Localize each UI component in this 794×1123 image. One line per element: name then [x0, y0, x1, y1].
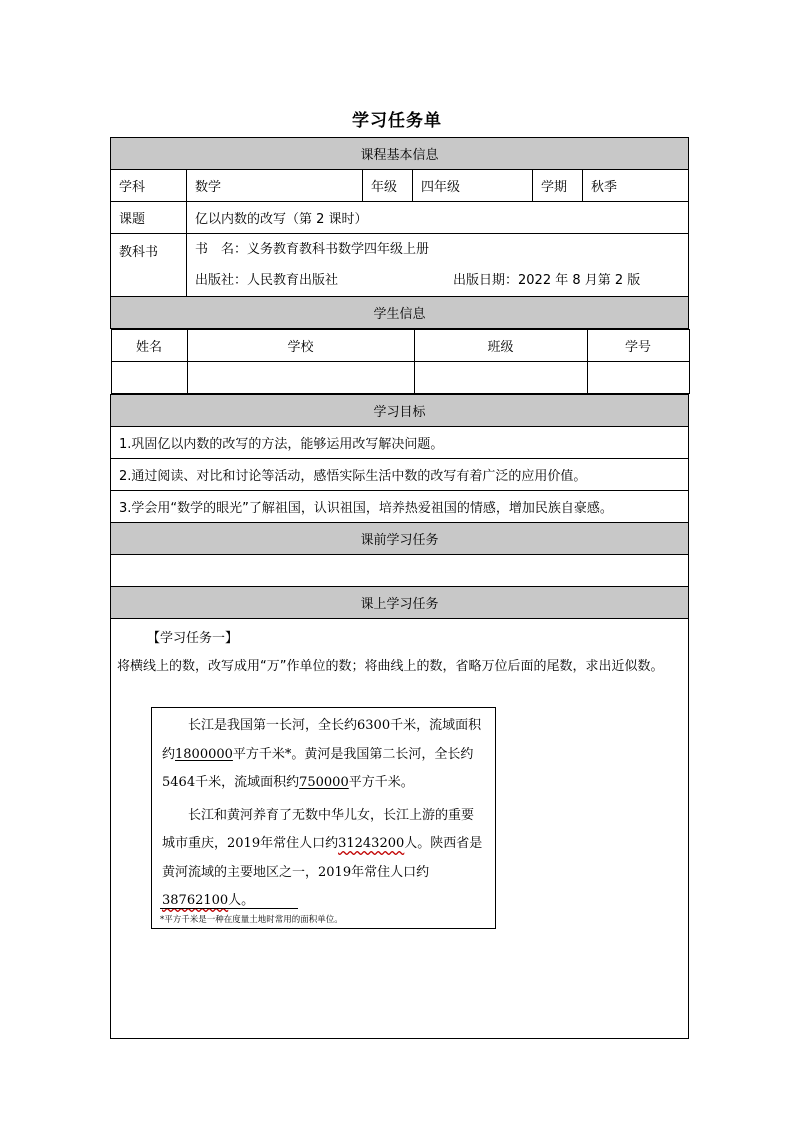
wavy-number-1: 31243200 [338, 836, 405, 851]
textbook-row [111, 234, 689, 297]
publisher: 出版社：人民教育出版社 [195, 273, 339, 288]
grade-label: 年级 [363, 170, 413, 202]
task-1-heading: 【学习任务一】 [147, 631, 239, 646]
publish-date: 出版日期：2022 年 8 月第 2 版 [453, 273, 641, 288]
passage-paragraph-2: 长江和黄河养育了无数中华儿女，长江上游的重要城市重庆，2019年常住人口约31243200人。陕西省是黄河流域的主要地区之一，2019年常住人口约38762100人。 [162, 807, 483, 908]
page-title: 学习任务单 [352, 111, 442, 131]
student-name-header: 姓名 [111, 330, 187, 362]
course-basic-row [111, 170, 689, 202]
wavy-number-2: 38762100 [162, 893, 229, 908]
grade-value: 四年级 [413, 170, 533, 202]
in-class-task-area [111, 619, 689, 1039]
subject-value: 数学 [187, 170, 363, 202]
section-student-info: 学生信息 [111, 297, 689, 329]
student-info-cell [111, 329, 689, 395]
topic-row [111, 202, 689, 234]
term-label: 学期 [533, 170, 583, 202]
goal-item-1: 1.巩固亿以内数的改写的方法，能够运用改写解决问题。 [111, 427, 689, 459]
task-sheet-table [110, 137, 689, 1039]
student-school-header: 学校 [187, 330, 414, 362]
passage-paragraph-1: 长江是我国第一长河，全长约6300千米，流域面积约1800000平方千米*。黄河是我国第二长河，全长约5464千米，流域面积约750000平方千米。 [162, 718, 482, 790]
textbook-name: 书 名：义务教育教科书数学四年级上册 [195, 242, 430, 257]
student-class-field[interactable] [414, 362, 587, 394]
topic-value: 亿以内数的改写（第 2 课时） [187, 202, 689, 234]
section-pre-class-tasks: 课前学习任务 [111, 523, 689, 555]
student-id-field[interactable] [587, 362, 689, 394]
footnote-divider [160, 908, 298, 909]
footnote: *平方千米是一种在度量土地时常用的面积单位。 [160, 915, 343, 925]
subject-label: 学科 [111, 170, 187, 202]
topic-label: 课题 [111, 202, 187, 234]
reading-passage-box [151, 707, 496, 929]
student-id-header: 学号 [587, 330, 689, 362]
pre-class-task-area[interactable] [111, 555, 689, 587]
textbook-info [187, 234, 689, 297]
section-course-info: 课程基本信息 [111, 138, 689, 170]
section-in-class-tasks: 课上学习任务 [111, 587, 689, 619]
underlined-number-2: 750000 [299, 775, 349, 790]
section-goals: 学习目标 [111, 395, 689, 427]
student-info-table-row [111, 329, 689, 395]
goal-item-3: 3.学会用“数学的眼光”了解祖国，认识祖国，培养热爱祖国的情感，增加民族自豪感。 [111, 491, 689, 523]
term-value: 秋季 [583, 170, 689, 202]
textbook-publish-line [195, 265, 680, 296]
textbook-label: 教科书 [111, 234, 187, 297]
goal-item-2: 2.通过阅读、对比和讨论等活动，感悟实际生活中数的改写有着广泛的应用价值。 [111, 459, 689, 491]
task-1-instruction: 将横线上的数，改写成用“万”作单位的数；将曲线上的数，省略万位后面的尾数，求出近似数。 [117, 659, 664, 674]
student-school-field[interactable] [187, 362, 414, 394]
student-name-field[interactable] [111, 362, 187, 394]
student-class-header: 班级 [414, 330, 587, 362]
underlined-number-1: 1800000 [175, 746, 233, 762]
student-info-table [111, 329, 690, 394]
